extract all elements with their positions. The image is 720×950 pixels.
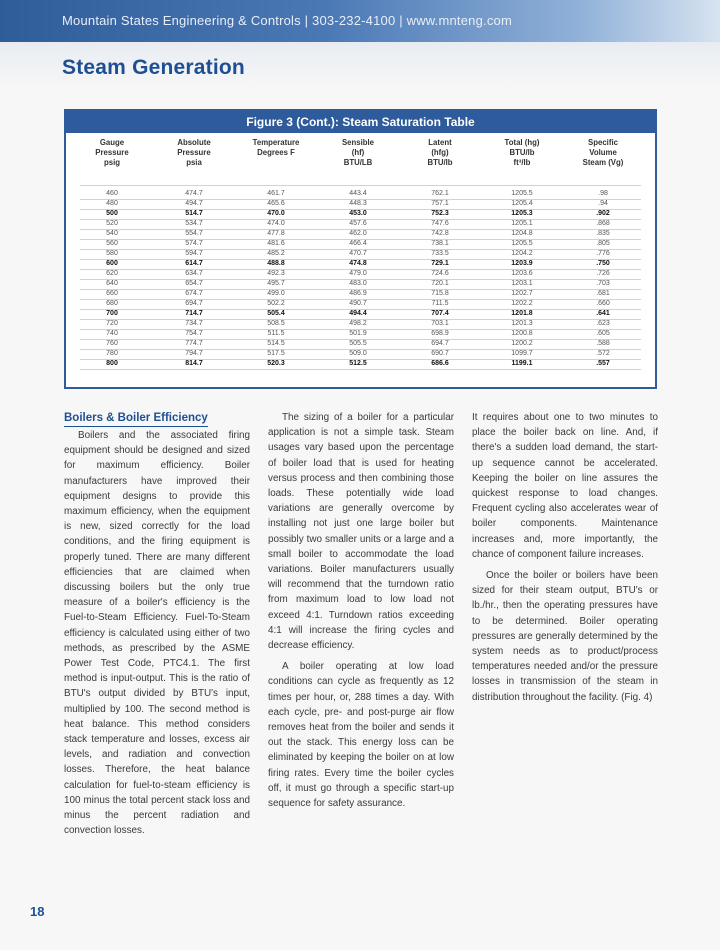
table-row — [66, 199, 655, 209]
row-rule — [80, 369, 641, 370]
table-cell: 620 — [106, 270, 118, 277]
table-cell: 485.2 — [267, 250, 285, 257]
table-cell: .681 — [596, 290, 610, 297]
table-cell: 690.7 — [431, 350, 449, 357]
table-cell: 488.8 — [267, 260, 285, 267]
column-header — [561, 138, 645, 168]
table-cell: 762.1 — [431, 190, 449, 197]
table-cell: 733.5 — [431, 250, 449, 257]
table-cell: .726 — [596, 270, 610, 277]
table-cell: 483.0 — [349, 280, 367, 287]
table-cell: 724.6 — [431, 270, 449, 277]
paragraph: Boilers and the associated firing equipment should be designed and sized for maximum efficiency. Boiler manufacturers have improved their equipment designs to provide this maximum efficiency, when the equipment is new, sized correctly for the load conditions, and the firing equipment is properly tuned. There are many different efficiencies that are claimed when discussing boilers but the only true measure of a boiler's efficiency is the Fuel-to-Steam Efficiency. Fuel-To-Steam efficiency is calculated using either of two methods, as prescribed by the ASME Power Test Code, PTC4.1. The first method is input-output. This is the ratio of BTU's output divided by BTU's input, multiplied by 100. The second method is heat balance. This method considers stack temperature and losses, excess air levels, and radiation and convection losses. Therefore, the heat balance calculation for fuel-to-steam efficiency is 100 minus the total percent stack loss and minus the percent radiation and convection losses. — [64, 430, 250, 837]
column-header-line: psig — [103, 158, 121, 167]
table-cell: 800 — [106, 360, 118, 367]
table-cell: 512.5 — [349, 360, 367, 367]
table-cell: .623 — [596, 320, 610, 327]
table-cell: .98 — [598, 190, 608, 197]
table-cell: 703.1 — [431, 320, 449, 327]
table-cell: .805 — [596, 240, 610, 247]
column-header — [398, 138, 482, 168]
column-header-line: BTU/lb — [427, 158, 453, 167]
column-header-line: psia — [186, 158, 202, 167]
table-cell: 1200.8 — [511, 330, 533, 337]
table-cell: 1205.5 — [511, 240, 533, 247]
paragraph: It requires about one to two minutes to place the boiler back on line. And, if there's a sudden load demand, the start-up sequence cannot be accelerated. Keeping the boiler on line assures the quickest response to load changes. Frequent cycling also accelerates wear of boiler components. Maintenance increases and, more importantly, the chance of component failure increases. — [472, 412, 658, 560]
table-row — [66, 309, 655, 319]
table-cell: 1201.8 — [511, 310, 533, 317]
table-cell: 479.0 — [349, 270, 367, 277]
table-cell: 499.0 — [267, 290, 285, 297]
header-contact: Mountain States Engineering & Controls | 303-232-4100 | www.mnteng.com — [62, 13, 512, 28]
table-cell: 760 — [106, 340, 118, 347]
table-cell: 794.7 — [185, 350, 203, 357]
table-cell: .641 — [596, 310, 610, 317]
column-header — [316, 138, 400, 168]
table-cell: 486.9 — [349, 290, 367, 297]
table-cell: 514.7 — [185, 210, 203, 217]
table-cell: 474.8 — [349, 260, 367, 267]
page-title: Steam Generation — [62, 56, 245, 79]
table-cell: 443.4 — [349, 190, 367, 197]
article-column-3 — [472, 410, 658, 711]
table-cell: 460 — [106, 190, 118, 197]
column-header-line: Pressure — [95, 148, 129, 157]
table-cell: 734.7 — [185, 320, 203, 327]
table-cell: .703 — [596, 280, 610, 287]
table-cell: 700 — [106, 310, 118, 317]
table-row — [66, 219, 655, 229]
column-header-line: Volume — [589, 148, 617, 157]
table-cell: 520.3 — [267, 360, 285, 367]
table-cell: .902 — [596, 210, 610, 217]
table-cell: 462.0 — [349, 230, 367, 237]
table-cell: 634.7 — [185, 270, 203, 277]
table-cell: 465.6 — [267, 200, 285, 207]
table-cell: 580 — [106, 250, 118, 257]
table-cell: 674.7 — [185, 290, 203, 297]
table-cell: 453.0 — [349, 210, 367, 217]
table-cell: .588 — [596, 340, 610, 347]
table-cell: 707.4 — [431, 310, 449, 317]
table-cell: 457.6 — [349, 220, 367, 227]
paragraph: The sizing of a boiler for a particular application is not a simple task. Steam usages vary based upon the percentage of boiler load that is used for heating versus process and then combining those loads. These potentially wide load variations are generally overcome by installing not just one large boiler but possibly two smaller units or a large and a small boiler to accommodate the load variations. Boiler manufacturers usually will recommend that the turndown ratio from maximum load to low load not exceed 4:1. Turndown ratios exceeding 4:1 will increase the firing cycles and decrease efficiency. — [268, 412, 454, 652]
column-header-line: Gauge — [99, 138, 125, 147]
table-cell: 1199.1 — [511, 360, 533, 367]
table-row — [66, 319, 655, 329]
table-row — [66, 209, 655, 219]
table-cell: 720 — [106, 320, 118, 327]
table-cell: 1202.2 — [511, 300, 533, 307]
table-cell: 574.7 — [185, 240, 203, 247]
table-cell: 774.7 — [185, 340, 203, 347]
column-header-line: (hf) — [351, 148, 365, 157]
table-cell: 470.7 — [349, 250, 367, 257]
table-cell: 466.4 — [349, 240, 367, 247]
table-cell: 752.3 — [431, 210, 449, 217]
table-cell: 540 — [106, 230, 118, 237]
table-row — [66, 249, 655, 259]
table-cell: 1205.3 — [511, 210, 533, 217]
table-row — [66, 339, 655, 349]
column-header — [234, 138, 318, 158]
table-cell: 698.9 — [431, 330, 449, 337]
column-header-line: ft³/lb — [513, 158, 531, 167]
table-row — [66, 349, 655, 359]
column-header-line: Specific — [588, 138, 618, 147]
column-header-line: Degrees F — [257, 148, 295, 157]
table-cell: .605 — [596, 330, 610, 337]
table-row — [66, 359, 655, 369]
table-cell: 742.8 — [431, 230, 449, 237]
table-cell: 600 — [106, 260, 118, 267]
table-cell: 754.7 — [185, 330, 203, 337]
column-header — [152, 138, 236, 168]
table-cell: 747.6 — [431, 220, 449, 227]
table-cell: 461.7 — [267, 190, 285, 197]
section-subhead: Boilers & Boiler Efficiency — [64, 410, 208, 427]
table-row — [66, 259, 655, 269]
column-header-line: Pressure — [177, 148, 211, 157]
table-cell: 1204.2 — [511, 250, 533, 257]
table-cell: 554.7 — [185, 230, 203, 237]
header-rule — [80, 185, 641, 186]
article-column-2 — [268, 410, 454, 817]
table-cell: 501.9 — [349, 330, 367, 337]
column-header-line: BTU/LB — [343, 158, 373, 167]
column-header-line: (hfg) — [431, 148, 449, 157]
table-row — [66, 279, 655, 289]
table-cell: 714.7 — [185, 310, 203, 317]
table-row — [66, 329, 655, 339]
table-cell: 494.4 — [349, 310, 367, 317]
table-cell: 757.1 — [431, 200, 449, 207]
table-cell: 694.7 — [185, 300, 203, 307]
table-cell: .572 — [596, 350, 610, 357]
table-cell: 1099.7 — [511, 350, 533, 357]
table-cell: 680 — [106, 300, 118, 307]
table-row — [66, 189, 655, 199]
table-cell: 508.5 — [267, 320, 285, 327]
table-cell: 640 — [106, 280, 118, 287]
table-cell: 1204.8 — [511, 230, 533, 237]
table-cell: 514.5 — [267, 340, 285, 347]
table-body — [66, 189, 655, 369]
table-cell: 780 — [106, 350, 118, 357]
header-bar — [0, 0, 720, 42]
table-row — [66, 239, 655, 249]
table-cell: 495.7 — [267, 280, 285, 287]
paragraph: Once the boiler or boilers have been sized for their steam output, BTU's or lb./hr., then the operating pressures have to be determined. Boiler operating pressures are generally determined by the system needs as to product/process temperatures needed and/or the pressure losses in transmission of the steam in distribution throughout the facility. (Fig. 4) — [472, 570, 658, 703]
table-cell: 470.0 — [267, 210, 285, 217]
table-cell: 448.3 — [349, 200, 367, 207]
table-cell: 490.7 — [349, 300, 367, 307]
table-cell: 560 — [106, 240, 118, 247]
table-cell: .835 — [596, 230, 610, 237]
table-cell: 474.0 — [267, 220, 285, 227]
column-header-line: Sensible — [341, 138, 375, 147]
table-cell: 711.5 — [431, 300, 449, 307]
table-cell: 500 — [106, 210, 118, 217]
table-cell: 1200.2 — [511, 340, 533, 347]
table-cell: 474.7 — [185, 190, 203, 197]
column-header-line: Latent — [428, 138, 452, 147]
table-cell: 509.0 — [349, 350, 367, 357]
table-cell: 517.5 — [267, 350, 285, 357]
table-column-headers — [66, 138, 655, 184]
table-cell: 505.4 — [267, 310, 285, 317]
table-cell: 594.7 — [185, 250, 203, 257]
table-cell: 477.8 — [267, 230, 285, 237]
table-title: Figure 3 (Cont.): Steam Saturation Table — [66, 111, 655, 133]
table-cell: 520 — [106, 220, 118, 227]
table-cell: 480 — [106, 200, 118, 207]
table-cell: 492.3 — [267, 270, 285, 277]
table-cell: .750 — [596, 260, 610, 267]
table-cell: 505.5 — [349, 340, 367, 347]
table-cell: 614.7 — [185, 260, 203, 267]
column-header-line: Temperature — [252, 138, 300, 147]
table-cell: 498.2 — [349, 320, 367, 327]
table-cell: .868 — [596, 220, 610, 227]
page-number: 18 — [30, 904, 45, 919]
table-cell: 740 — [106, 330, 118, 337]
table-row — [66, 269, 655, 279]
steam-saturation-table — [64, 109, 657, 389]
column-header — [70, 138, 154, 168]
table-cell: 1203.1 — [511, 280, 533, 287]
table-cell: 1201.3 — [511, 320, 533, 327]
table-cell: .94 — [598, 200, 608, 207]
column-header-line: Absolute — [177, 138, 211, 147]
table-cell: 1202.7 — [511, 290, 533, 297]
table-cell: .660 — [596, 300, 610, 307]
table-cell: 1205.5 — [511, 190, 533, 197]
table-cell: .557 — [596, 360, 610, 367]
table-cell: 660 — [106, 290, 118, 297]
column-header-line: Steam (Vg) — [582, 158, 624, 167]
article-column-1 — [64, 410, 250, 844]
table-cell: 511.5 — [267, 330, 285, 337]
table-cell: 720.1 — [431, 280, 449, 287]
column-header — [480, 138, 564, 168]
table-cell: 1203.6 — [511, 270, 533, 277]
table-cell: 494.7 — [185, 200, 203, 207]
table-cell: 1203.9 — [511, 260, 533, 267]
column-header-line: BTU/lb — [509, 148, 535, 157]
table-cell: .776 — [596, 250, 610, 257]
table-cell: 1205.4 — [511, 200, 533, 207]
paragraph: A boiler operating at low load conditions can cycle as frequently as 12 times per hour, or, 288 times a day. With each cycle, pre- and post-purge air flow removes heat from the boiler and sends it out the stack. This energy loss can be eliminated by keeping the boiler on at low firing rates. Every time the boiler cycles off, it must go through a specific start-up sequence for safety assurance. — [268, 661, 454, 810]
table-cell: 481.6 — [267, 240, 285, 247]
table-row — [66, 289, 655, 299]
table-row — [66, 299, 655, 309]
table-row — [66, 229, 655, 239]
table-cell: 686.6 — [431, 360, 449, 367]
table-cell: 502.2 — [267, 300, 285, 307]
table-cell: 814.7 — [185, 360, 203, 367]
table-cell: 715.8 — [431, 290, 449, 297]
table-cell: 694.7 — [431, 340, 449, 347]
table-cell: 1205.1 — [511, 220, 533, 227]
table-cell: 738.1 — [431, 240, 449, 247]
table-cell: 654.7 — [185, 280, 203, 287]
table-cell: 729.1 — [431, 260, 449, 267]
table-cell: 534.7 — [185, 220, 203, 227]
column-header-line: Total (hg) — [504, 138, 540, 147]
